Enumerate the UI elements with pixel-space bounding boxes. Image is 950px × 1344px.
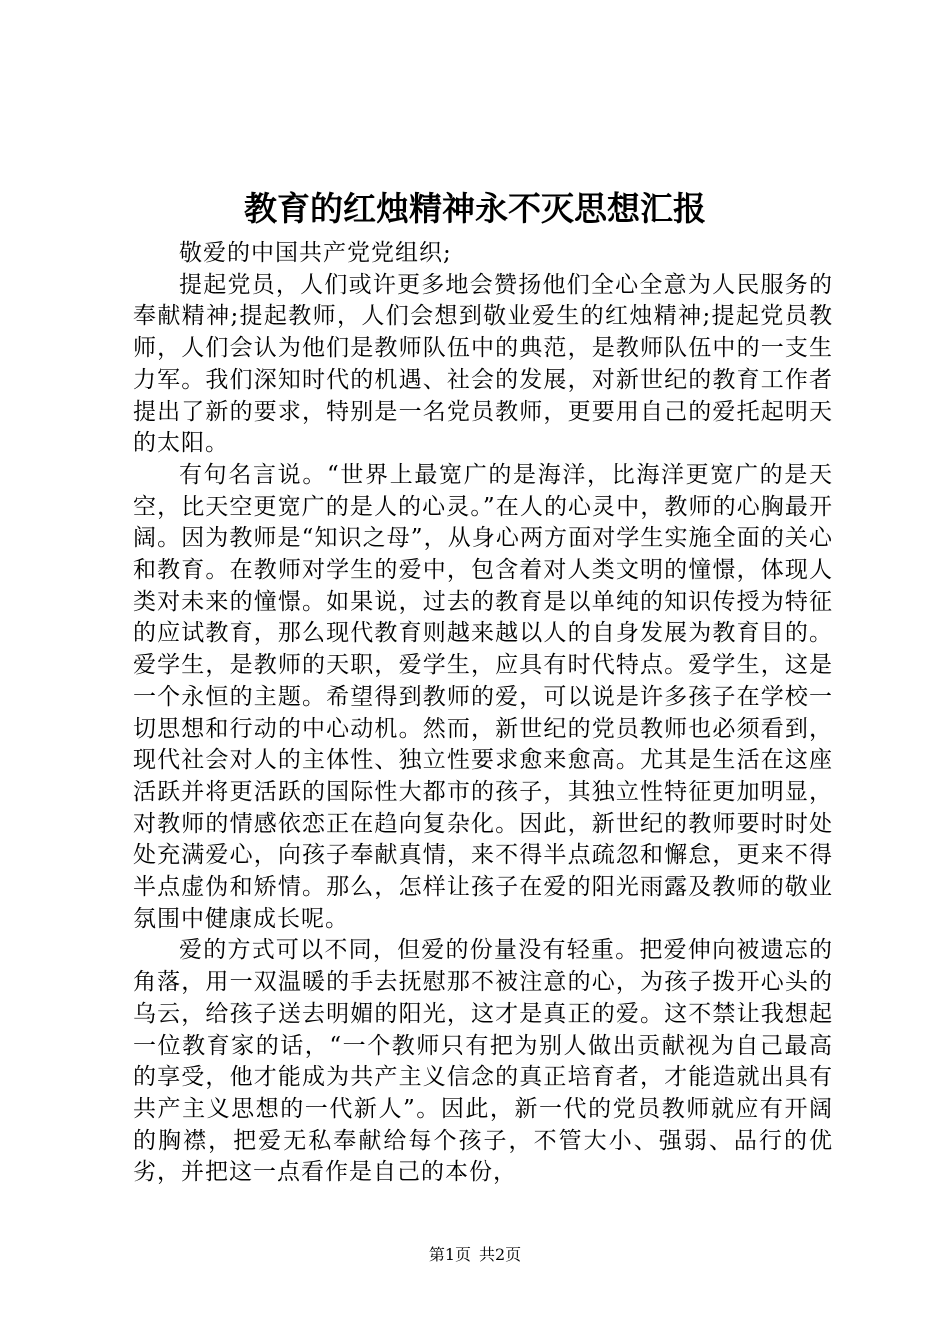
page-total: 共2页 [479,1245,522,1264]
page-footer [0,1244,950,1266]
salutation: 敬爱的中国共产党党组织; [179,240,452,266]
paragraph-3: 爱的方式可以不同，但爱的份量没有轻重。把爱伸向被遗忘的角落，用一双温暖的手去抚慰那不被注意的心，为孩子拨开心头的乌云，给孩子送去明媚的阳光，这才是真正的爱。这不禁让我想起一位教育家的话，“一个教师只有把为别人做出贡献视为自己最高的享受，他才能成为共产主义信念的真正培育者，才能造就出具有共产主义思想的一代新人”。因此，新一代的党员教师就应有开阔的胸襟，把爱无私奉献给每个孩子，不管大小、强弱、品行的优劣，并把这一点看作是自己的本份， [133,937,833,1186]
document-title: 教育的红烛精神永不灭思想汇报 [244,189,706,228]
paragraph-2: 有句名言说。“世界上最宽广的是海洋，比海洋更宽广的是天空，比天空更宽广的是人的心灵。”在人的心灵中，教师的心胸最开阔。因为教师是“知识之母”，从身心两方面对学生实施全面的关心和教育。在教师对学生的爱中，包含着对人类文明的憧憬，体现人类对未来的憧憬。如果说，过去的教育是以单纯的知识传授为特征的应试教育，那么现代教育则越来越以人的自身发展为教育目的。爱学生，是教师的天职，爱学生，应具有时代特点。爱学生，这是一个永恒的主题。希望得到教师的爱，可以说是许多孩子在学校一切思想和行动的中心动机。然而，新世纪的党员教师也必须看到，现代社会对人的主体性、独立性要求愈来愈高。尤其是生活在这座活跃并将更活跃的国际性大都市的孩子，其独立性特征更加明显，对教师的情感依恋正在趋向复杂化。因此，新世纪的教师要时时处处充满爱心，向孩子奉献真情，来不得半点疏忽和懈怠，更来不得半点虚伪和矫情。那么，怎样让孩子在爱的阳光雨露及教师的敬业氛围中健康成长呢。 [133,461,833,932]
document-body [133,238,833,1189]
page-number: 第1页 [428,1245,471,1264]
paragraph-1: 提起党员，人们或许更多地会赞扬他们全心全意为人民服务的奉献精神;提起教师，人们会想到敬业爱生的红烛精神;提起党员教师，人们会认为他们是教师队伍中的典范，是教师队伍中的一支生力军。我们深知时代的机遇、社会的发展，对新世纪的教育工作者提出了新的要求，特别是一名党员教师，更要用自己的爱托起明天的太阳。 [133,271,833,457]
